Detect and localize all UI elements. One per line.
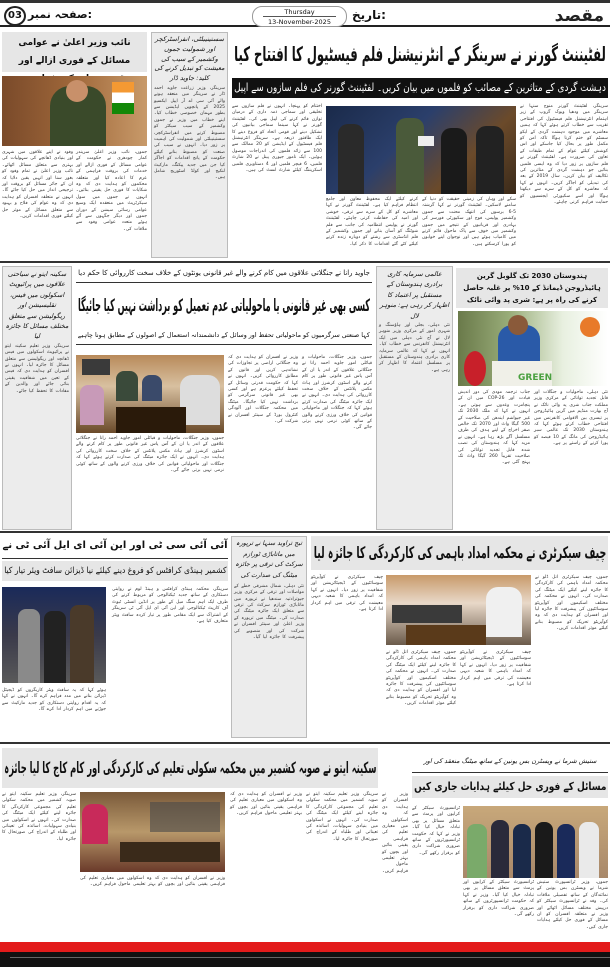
photo-figure	[491, 820, 509, 878]
story11-body-col2: وزیر نے افسران کو ہدایت دی کہ وہ اسکولوں میں معیاری تعلیم کی فراہمی یقینی بنائیں اور بچوں کو بہتر تعلیمی ماحول فراہم کریں۔	[230, 792, 302, 817]
story11-body-col3: سرینگر، وزیر تعلیم سکینہ ایتو نے صوبہ کشمیر میں محکمہ سکولی تعلیم کی مجموعی کارکردگی کا جائزہ لینے کیلئے ایک میٹنگ کی صدارت کی۔ انہوں نے اسکولوں میں بنیادی سہولیات، اساتذہ کی تعیناتی اور طلباء کے اندراج کی صورتحال کا جائزہ لیا۔	[2, 792, 76, 842]
section-divider	[0, 261, 610, 263]
story7-body-col1: نئی دہلی، ماحولیات و جنگلات اور قابل تجدید توانائی کے مرکزی وزیر مملکت جناب شری پد وائی نائک نے آج بھارت منڈپم میں گرین ہائیڈروجن پر تیسری بین الاقوامی کانفرنس میں افتتاحی خطاب کرتے ہوئے کہا کہ ہندوستان 2030 تک عالمی سبز ہائیڈروجن کی مانگ کے 10 فیصد کو پورا کرنے کے راستے پر ہے۔	[534, 390, 608, 447]
photo-certificate	[418, 136, 434, 146]
lead-photo	[326, 106, 516, 194]
photo-green-text: GREEN	[518, 373, 553, 383]
story12-headline-box	[412, 776, 608, 798]
photo-figure	[44, 611, 66, 683]
photo-figure	[82, 804, 108, 844]
photo-desk	[406, 625, 486, 645]
photo-table	[120, 842, 220, 862]
story9-body: نئی دہلی، شمال مشرقی خطے کے مواصلات اور ترقی کے مرکزی وزیر جیوترادتیہ سندھیا نے ترپورہ میں ماتاباڑی ٹورازم سرکٹ کی ترقی سے متعلق ایک جائزہ میٹنگ کی صدارت کی۔ میٹنگ میں ترپورہ کے وزیر اعلیٰ اور سینئر افسران نے شرکت کی اور منصوبے کی پیشرفت کا جائزہ لیا گیا۔	[233, 583, 304, 641]
story5-body: سرینگر، وزیر تعلیم سکینہ ایتو نے پرائیویٹ اسکولوں میں فیس ڈھانچہ اور ریگولیشن سے متعلق مسائل کا جائزہ لیا۔ انہوں نے افسران کو ہدایت دی کہ فیس کے تعین میں شفافیت یقینی بنائی جائے اور والدین کے مفادات کا تحفظ کیا جائے۔	[5, 343, 69, 394]
lead-headline: لفٹیننٹ گورنر نے سرینگر کے انٹرنیشنل فلم فیسٹیول کا افتتاح کیا	[234, 42, 606, 66]
story9-box	[231, 536, 307, 738]
story5-box	[2, 266, 72, 530]
story7-headline: ہندوستان 2030 تک گلوبل گرین ہائیڈروجن ڈیمانڈ کے 10% پر غلبہ حاصل کرنے کی راہ پر ہے: شری پد وائی نائک	[463, 272, 601, 304]
story10-headline-box	[311, 536, 608, 570]
story2-photo	[2, 76, 147, 146]
story10-body-col3: جموں، چیف سیکرٹری اتل ڈلو نے محکمہ امداد باہمی کی کارکردگی کا جائزہ لینے کیلئے ایک میٹنگ کی صدارت کی۔ انہوں نے محکمہ کی مختلف اسکیموں اور کوآپریٹو سوسائٹیوں کی پیشرفت کا جائزہ لیا اور افسران کو ہدایت دی کہ وہ کوآپریٹو تحریک کو مضبوط بنانے کیلئے موثر اقدامات کریں۔	[386, 650, 456, 707]
date-box	[252, 6, 347, 27]
story4-headline: کسی بھی غیر قانونی یا ماحولیاتی عدم تعمیل کو برداشت نہیں کیا جائیگا	[77, 296, 371, 316]
story4-deck: کہا صنعتی سرگرمیوں کو ماحولیاتی تحفظ اور وسائل کے دانشمندانہ استعمال کے اصولوں کے مطابق ہونا چاہیے	[77, 331, 370, 339]
date-label: تاریخ:	[352, 8, 386, 22]
story4-body-col1: جموں، وزیر جنگلات، ماحولیات و قبائلی امور جاوید احمد رانا نے جنگلاتی علاقوں کے اندر یا ان کے آس پاس غیر قانونی طور پر کام کرنے والے اسٹون کرشرز اور ہاٹ مکس پلانٹس کے خلاف سخت کارروائی کی ہدایت دی۔ انہوں نے ایک جائزہ میٹنگ کی صدارت کرتے ہوئے کہا کہ جنگلات اور ماحولیاتی قوانین کی خلاف ورزی کرنے والوں کے ساتھ کوئی نرمی نہیں برتی جائے گی۔	[76, 436, 224, 474]
flag-icon	[112, 82, 134, 114]
section-divider	[0, 531, 610, 533]
story8-headline: آئی آئی سی ٹی اور این آئی ای ایل آئی ٹی نے	[2, 540, 228, 551]
photo-desk	[116, 407, 186, 433]
lead-body-col4: سکے اور وہاں کی زمینی حقیقت کو دنیا کے سامنے لاسکیں۔ لفٹیننٹ گورنر نے کہا گزشتہ 5-6 برسوں کی انتھک محنت سے جموں وکشمیر پولیس، فوج اور سکیورٹی فورسز کی بہادری اور قربانیوں کے نتیجے میں جموں وکشمیر میں خوف سے پاک ماحول قائم کرنے میں کامیاب ہوئے ہیں اور نوجوان اپنے خوابوں کو پورا کرسکتے ہیں۔	[422, 197, 516, 247]
story6-box	[376, 266, 453, 530]
story4-photo	[76, 355, 224, 433]
story2-headline: نائب وزیر اعلیٰ نے عوامی مسائل کے فوری ازالے اور	[18, 38, 131, 66]
story3-box	[151, 32, 228, 258]
headline-rule	[2, 558, 228, 559]
story10-photo	[386, 575, 531, 645]
photo-tv	[82, 359, 110, 375]
section-divider	[0, 742, 610, 744]
story7-photo	[458, 311, 608, 386]
photo-figure	[116, 371, 138, 401]
story6-body: نئی دہلی، بجلی اور ہاؤسنگ و شہری امور کے مرکزی وزیر منوہر لال نے آج نئی دہلی میں ایک انٹرنیشنل کانفرنس سے خطاب کیا۔ انہوں نے کہا کہ عالمی سرمایہ کاری برادری ہندوستان کے مستقبل پر مسلسل اعتماد کا اظہار کر رہی ہے۔	[379, 322, 450, 373]
photo-figure	[18, 609, 40, 683]
photo-figure	[396, 118, 424, 194]
photo-face	[508, 315, 528, 335]
story5-headline: سکینہ ایتو نے سیاحتی علاقوں میں پرائیویٹ اسکولوں میں فیس، تقلیسیشن اور ریگولیشن سے متعلق مختلف مسائل کا جائزہ لیا	[5, 270, 69, 341]
photo-figure	[557, 824, 575, 878]
story8-headline-box	[2, 536, 228, 556]
story7-headline-box	[456, 268, 608, 308]
footer-rule	[10, 957, 610, 958]
photo-figure	[142, 375, 162, 401]
page-number-badge: 03	[4, 6, 26, 26]
lead-body-col1: سرینگر، لفٹیننٹ گورنر منوج سنہا نے سرینگر میں ودھیا ویوک گروپ کے زیر اہتمام انٹرنیشنل فلم فیسٹیول کی افتتاحی تقریب سے خطاب کرتے ہوئے کہا کہ ہمیں معاشرے میں موجود دہشت گردی کے ایکو سسٹم کو ختم کرنا ہوگا تاکہ امن کو مکمل طور پر بحال کیا جاسکے اور اس کوشش کیلئے عوام کے تمام طبقات کے تعاون کی ضرورت ہے۔ لفٹیننٹ گورنر نے فلم سازوں پر زور دیا کہ وہ ایسی فلمیں بنائیں جو دہشت گردی کے متاثرین کی تکالیف کو بیان کریں۔ سال 2019 کے بعد کی تبدیلی کو اجاگر کریں۔ انہوں نے کہا کہ معاشرہ کو کل کے سرے سے دیکھنا ہوگا اور اسے سکیورٹی ایجنسیوں کو حمایت فراہم کرنی چاہئے۔	[520, 104, 608, 206]
story12-kicker: ستیش شرما نے ویسٹرن بس یونین کے ساتھ میٹنگ منعقد کی اور	[423, 757, 597, 765]
story12-photo	[463, 806, 608, 878]
story6-headline: عالمی سرمایہ کاری برادری ہندوستان کے مستقبل پر اعتماد کا اظہار کر رہی ہے: منوہر لال	[379, 270, 450, 320]
story2-body-col2: وفود نے اپنے علاقوں میں شہری اور بنیادی ڈھانچے کی سہولیات کی بہتری سے متعلق مسائل اٹھائے۔ نائب وزیر اعلیٰ نے تمام وفود کو بغور سنا اور انہیں یقین دلایا کہ ان کے جائز مسائل کو بروقت اور ترجیحی انداز میں حل کیا جائے گا۔ انہوں نے متعلقہ افسران کو ہدایت دی کہ وہ عوام کی فلاح و بہبود سے متعلق مسائل کے موثر حل کیلئے فوری اقدامات کریں۔	[2, 150, 73, 220]
story2-body-col1: جموں، نائب وزیر اعلیٰ سریندر کمار چودھری نے حکومت کے عوامی مسائل کے فوری ازالے اور خدمات کی بروقت فراہمی کے عزم کا اعادہ کیا اور متعلقہ محکموں کو ہدایت دی کہ وہ شکایات کا فوری حل یقینی بنائیں۔ انہوں نے جموں میں سول سیکرٹریٹ میں منعقدہ ایک وسیع عوامی رسائی سیشن کے دوران جموں اور دیگر جگہوں سے آئے ہوئے متعدد عوامی وفود سے ملاقات کی۔	[76, 150, 147, 232]
deck-rule	[76, 344, 372, 345]
story10-body-col1: جموں، چیف سیکرٹری اتل ڈلو نے محکمہ امداد باہمی کی کارکردگی کا جائزہ لینے کیلئے ایک میٹنگ کی صدارت کی۔ انہوں نے محکمہ کی مختلف اسکیموں اور کوآپریٹو سوسائٹیوں کی پیشرفت کا جائزہ لیا اور افسران کو ہدایت دی کہ وہ کوآپریٹو تحریک کو مضبوط بنانے کیلئے موثر اقدامات کریں۔	[535, 575, 608, 632]
story10-body-col2: چیف سیکرٹری نے کوآپریٹو سوسائٹیوں کے ڈیجیٹائزیشن اور شفافیت پر زور دیا۔ انہوں نے کہا کہ امداد باہمی کا شعبہ دیہی معیشت کی ترقی میں اہم کردار ادا کرتا ہے۔	[311, 575, 383, 613]
kicker-rule	[412, 772, 608, 773]
photo-figure	[80, 385, 104, 425]
story11-headline: سکینہ ایتو نے صوبہ کشمیر میں محکمہ سکولی تعلیم کی کارکردگی اور کام کاج کا لیا جائزہ	[3, 759, 377, 777]
lead-body-col2: اختتام کو پہنچا۔ انہوں نے فلم سازوں سے تخلیقی اور سماجی ذمہ داری کے درمیان توازن قائم کرنے کی اپیل بھی کی۔ لفٹیننٹ گورنر نے کہا سینما سماجی بیانیوں کی تشکیل دینے اور قومی اتحاد کو فروغ دینے کا ایک طاقتور ذریعہ ہے۔ سرینگر انٹرنیشنل فلم فیسٹیول کے ایڈیشن کو 20 ممالک سے 100 سے زائد فلموں کی اندراجات موصول ہوئیں۔ ایک نامور جیوری پینل نے 20 شارٹ فلمیں، 6 فیچر فلمیں اور 4 دستاویزی فلمیں اسکریننگ کیلئے شارٹ لسٹ کی ہیں۔	[232, 104, 322, 174]
lead-strap-box	[232, 78, 608, 98]
story8-body-col2: ہوئے کہا کہ یہ سافٹ ویئر کاریگروں کو ڈیجیٹل ڈیزائن بنانے میں مدد فراہم کرے گا۔ انہوں نے کہا کہ یہ اقدام روایتی دستکاری کو جدید مارکیٹ سے جوڑنے میں اہم کردار ادا کرے گا۔	[2, 688, 106, 713]
lead-body-col3: کرنے کیلئے ایک محفوظ معاون اور جامع انتظام فراہم کیا ہے۔ لفٹیننٹ گورنر نے کہا معاشرے کو کل کے سرے سے ترقی، خوشی اور امید کی حفاظت کرنی چاہئے۔ لفٹیننٹ گورنر نے پولیس انتظامیہ کی جانب سے فلم شوٹنگ کو آسان بنانے اور جموں وکشمیر کے فلم انڈسٹری سے رشتے کو دوبارہ زندہ کرنے کیلئے کئے گئے اقدامات کا ذکر کیا۔	[326, 197, 418, 247]
story8-photo	[2, 587, 106, 683]
photo-figure	[513, 824, 531, 878]
photo-figure	[70, 605, 94, 683]
masthead	[0, 0, 610, 27]
footer-red-band	[0, 942, 610, 952]
story3-body: سرینگر، وزیر زراعت جاوید احمد ڈار نے سرینگر میں منعقد ہونے والے آئی سی اے آر اپیل ایکسپو 2025 کے پانچویں ایڈیشن سے بطور مہمان خصوصی خطاب کیا۔ اپنے خطاب میں وزیر نے جموں وکشمیر کے سیب سیکٹر کو مضبوط کرنے میں انفراسٹرکچر، سستینیبلٹی اور شمولیت کی اہمیت پر زور دیا۔ انہوں نے سیب کی صنعت کو مضبوط بنانے کیلئے حکومت کے پانچ اقدامات کو اجاگر کیا جن میں جدید پیکنگ، مارکیٹ لنکیج اور کولڈ اسٹوریج شامل ہیں۔	[154, 85, 225, 181]
story7-body-col2: جناب ترجمہ مودی کی دور اندیش قیادت اور COP-26 میں ان کے پنچامرت وعدوں سے ہوتی ہے۔ انہوں نے کہا کہ ملک 2030 تک غیر جیواشم ایندھن کی صلاحیت کے 500 گیگا واٹ اور 2070 تک خالص صفر اخراج کے اپنے ہدف کی طرف مسلسل آگے بڑھ رہا ہے۔ انہوں نے مزید کہا کہ ہندوستان کی نصب شدہ قابل تجدید توانائی کی صلاحیت تقریباً 260 گیگا واٹ تک پہنچ گئی ہے۔	[458, 390, 531, 466]
story4-deck-box	[76, 328, 372, 342]
date-text: 13-November-2025	[268, 18, 331, 26]
story10-headline: چیف سیکرٹری نے محکمہ امداد باہمی کی کارکردگی کا جائزہ لیا	[313, 543, 606, 562]
photo-people	[392, 605, 462, 623]
photo-figure	[180, 375, 220, 425]
story11-headline-box	[2, 748, 378, 788]
story8-body-col1: سرینگر، محکمہ ہینڈی کرافٹس و ہینڈ لوم نے روایتی دستکاری کے ساتھ جدید ٹیکنالوجی کو مربوط کرنے کی طرف ایک اہم سنگ میل کے طور پر انڈین انسٹی ٹیوٹ آف کارپٹ ٹیکنالوجی اور این آئی ای ایل آئی ٹی سرینگر کے اشتراک سے ایک مقامی طور پر تیار کردہ سافٹ ویئر متعارف کیا ہے۔	[112, 587, 228, 625]
story11-photo	[80, 792, 225, 872]
story9-headline: تیج تراوید سنہا نے ترپورہ میں ماتاباڑی ٹورازم سرکٹ کی ترقی پر جائزہ میٹنگ کی صدارت کی	[235, 540, 303, 580]
photo-figure	[535, 822, 553, 878]
story3-headline: سستینیبلٹی، انفراسٹرکچر اور شمولیت جموں وکشمیر کے سیب کی معیشت کو تبدیل کرنے کی کلید: جاوید ڈار	[154, 35, 225, 82]
story8-strap: کشمیر ہینڈی کرافٹس کو فروغ دینے کیلئے نیا ڈیزائن سافٹ ویئر تیار کیا	[3, 566, 227, 576]
story12-kicker-box	[412, 752, 608, 770]
kicker-rule	[76, 282, 372, 283]
story11-body-col1: سرینگر، وزیر تعلیم سکینہ ایتو نے صوبہ کشمیر میں محکمہ سکولی تعلیم کی مجموعی کارکردگی کا جائزہ لینے کیلئے ایک میٹنگ کی صدارت کی۔ انہوں نے اسکولوں میں بنیادی سہولیات، اساتذہ کی تعیناتی اور طلباء کے اندراج کی صورتحال کا جائزہ لیا۔	[306, 792, 378, 842]
day-text: Thursday	[284, 8, 315, 16]
page-label: صفحہ نمبر:	[28, 8, 92, 21]
photo-logo	[580, 317, 600, 337]
photo-figure	[486, 587, 522, 637]
photo-people	[150, 802, 220, 832]
story11-body-col4: وزیر نے افسران کو ہدایت دی کہ وہ اسکولوں میں معیاری تعلیم کی فراہمی یقینی بنائیں اور بچوں کو بہتر تعلیمی ماحول فراہم کریں۔	[80, 876, 225, 888]
photo-figure	[467, 824, 487, 878]
photo-face	[66, 80, 88, 102]
photo-figure	[476, 126, 504, 194]
story12-body-col3: ٹرانسپورٹ سیکٹر کے کرایوں اور پرمٹ سے متعلق مسائل پر بھی تبادلہ خیال کیا گیا۔ وزیر نے کہا کہ حکومت ٹرانسپورٹروں کے ساتھ ضروری شراکت داری کو برقرار رکھے گی۔	[463, 880, 534, 918]
story10-body-col4: چیف سیکرٹری نے کوآپریٹو سوسائٹیوں کے ڈیجیٹائزیشن اور شفافیت پر زور دیا۔ انہوں نے کہا کہ امداد باہمی کا شعبہ دیہی معیشت کی ترقی میں اہم کردار ادا کرتا ہے۔	[460, 650, 531, 688]
photo-figure	[338, 124, 364, 194]
story8-strap-box	[2, 561, 228, 581]
story12-body-col2: جموں، وزیر ٹرانسپورٹ ستیش شرما نے ویسٹرن بس یونین کے نمائندگان کے ساتھ تفصیلی ملاقات کی۔ وفد نے ٹرانسپورٹ سیکٹر کو درپیش مختلف مسائل اٹھائے اور وزیر نے متعلقہ افسران کو ان مسائل کے فوری حل کیلئے ہدایات جاری کیں۔	[537, 880, 608, 930]
date-divider	[263, 16, 336, 17]
photo-flowers	[464, 351, 486, 386]
story12-headline: مسائل کے فوری حل کیلئے ہدایات جاری کیں	[413, 780, 606, 793]
photo-figure	[441, 128, 467, 194]
newspaper-logo: مقصد	[554, 6, 604, 26]
story4-kicker-box	[76, 266, 372, 280]
photo-figure	[579, 822, 599, 878]
lead-headline-box	[232, 32, 608, 76]
story4-body-col2: وزیر نے افسران کو ہدایت دی کہ وہ جنگلاتی اراضی پر تجاوزات کی نشاندہی کریں اور قانون کے مطابق کارروائی کریں۔ انہوں نے کہا کہ حکومت قدرتی وسائل کے تحفظ کیلئے پرعزم ہے اور کسی بھی غیر قانونی سرگرمی کو برداشت نہیں کیا جائیگا۔ میٹنگ میں محکمہ جنگلات اور آلودگی کنٹرول بورڈ کے سینئر افسران نے شرکت کی۔	[228, 355, 298, 425]
story2-headline-box	[2, 32, 147, 72]
story4-body-col3: جموں، وزیر جنگلات، ماحولیات و قبائلی امور جاوید احمد رانا نے جنگلاتی علاقوں کے اندر یا ان کے آس پاس غیر قانونی طور پر کام کرنے والے اسٹون کرشرز اور ہاٹ مکس پلانٹس کے خلاف سخت کارروائی کی ہدایت دی۔ انہوں نے ایک جائزہ میٹنگ کی صدارت کرتے ہوئے کہا کہ جنگلات اور ماحولیاتی قوانین کی خلاف ورزی کرنے والوں کے ساتھ کوئی نرمی نہیں برتی جائے گی۔	[302, 355, 372, 431]
story12-body-col1: ٹرانسپورٹ سیکٹر کے کرایوں اور پرمٹ سے متعلق مسائل پر بھی تبادلہ خیال کیا گیا۔ وزیر نے کہا کہ حکومت ٹرانسپورٹروں کے ساتھ ضروری شراکت داری کو برقرار رکھے گی۔	[412, 806, 460, 856]
lead-strap: دہشت گردی کے متاثرین کے مصائب کو فلموں میں بیان کریں۔ لفٹیننٹ گورنر کی فلم سازوں سے اپیل	[234, 81, 606, 94]
footer-black-band	[0, 952, 610, 967]
story11-body-col5: وزیر نے افسران کو ہدایت دی کہ وہ اسکولوں میں معیاری تعلیم کی فراہمی یقینی بنائیں اور بچوں کو بہتر تعلیمی ماحول فراہم کریں۔	[382, 792, 408, 874]
story4-kicker: جاوید رانا نے جنگلاتی علاقوں میں کام کرنے والے غیر قانونی یونٹوں کے خلاف سخت کارروائی کا حکم دیا	[78, 269, 370, 277]
story4-headline-box	[76, 286, 372, 326]
